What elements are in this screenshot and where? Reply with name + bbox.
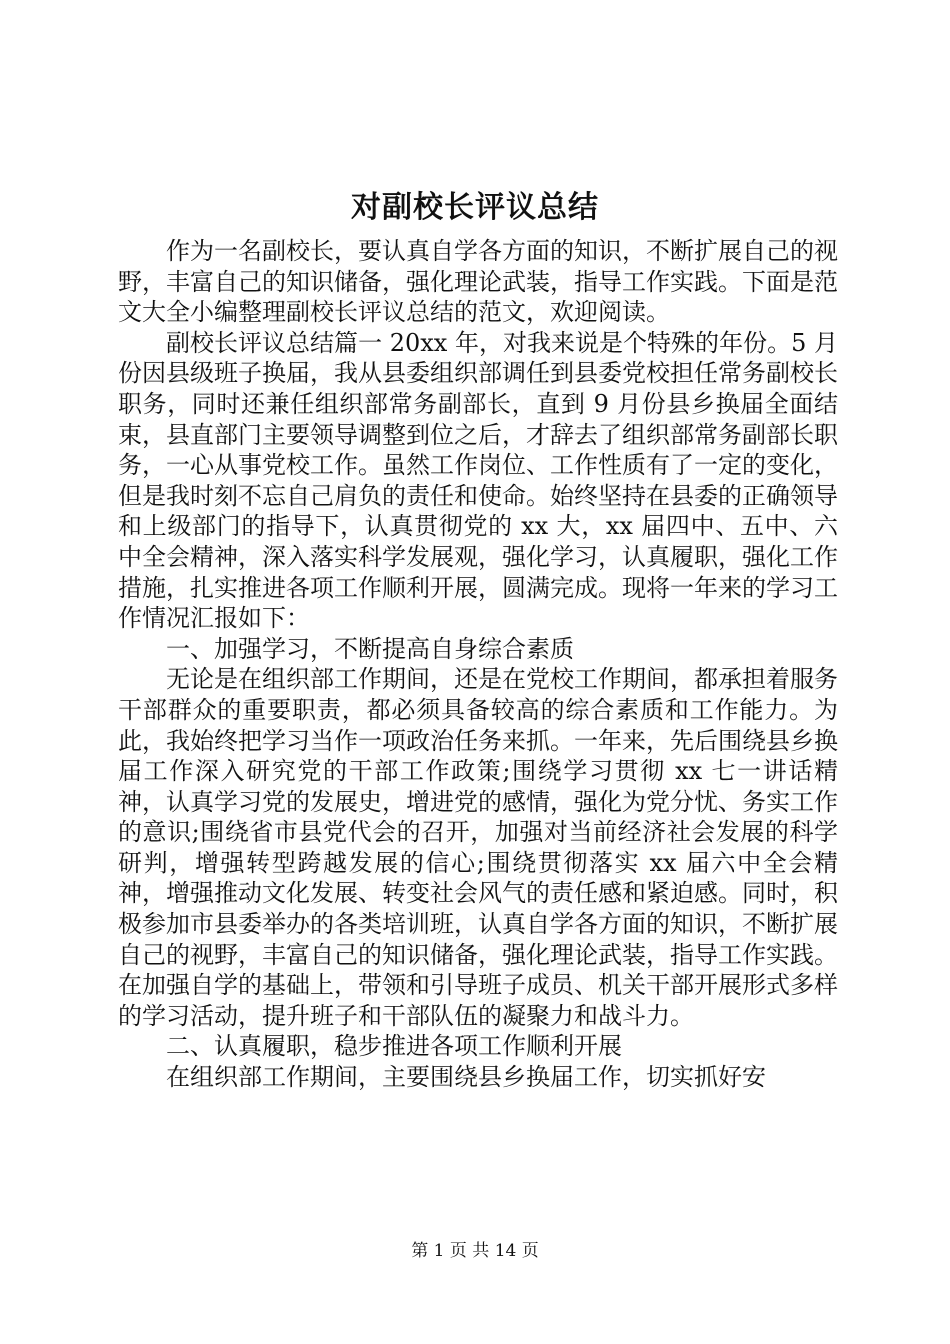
page-number-footer: 第 1 页 共 14 页 xyxy=(411,1241,539,1261)
section-heading-1: 一、加强学习，不断提高自身综合素质 xyxy=(166,634,574,663)
paragraph-part-one: 副校长评议总结篇一 20xx 年，对我来说是个特殊的年份。5 月份因县级班子换届，我从县委组织部调任到县委党校担任常务副校长职务，同时还兼任组织部常务副部长，直到 9 月份县乡换届全面结束，县直部门主要领导调整到位之后，才辞去了组织部常务副部长职务，一心从事党校工作。虽然工作岗位、工作性质有了一定的变化，但是我时刻不忘自己肩负的责任和使命。始终坚持在县委的正确领导和上级部门的指导下，认真贯彻党的 xx 大，xx 届四中、五中、六中全会精神，深入落实科学发展观，强化学习，认真履职，强化工作措施，扎实推进各项工作顺利开展，圆满完成。现将一年来的学习工作情况汇报如下： xyxy=(118,328,838,633)
document-body xyxy=(118,236,838,1093)
paragraph-duty: 在组织部工作期间，主要围绕县乡换届工作，切实抓好安 xyxy=(166,1063,766,1092)
paragraph-intro: 作为一名副校长，要认真自学各方面的知识，不断扩展自己的视野，丰富自己的知识储备，强化理论武装，指导工作实践。下面是范文大全小编整理副校长评议总结的范文，欢迎阅读。 xyxy=(118,237,838,327)
document-title: 对副校长评议总结 xyxy=(351,190,599,225)
section-heading-2: 二、认真履职，稳步推进各项工作顺利开展 xyxy=(166,1032,622,1061)
paragraph-study: 无论是在组织部工作期间，还是在党校工作期间，都承担着服务干部群众的重要职责，都必须具备较高的综合素质和工作能力。为此，我始终把学习当作一项政治任务来抓。一年来，先后围绕县乡换届工作深入研究党的干部工作政策;围绕学习贯彻 xx 七一讲话精神，认真学习党的发展史，增进党的感情，强化为党分忧、务实工作的意识;围绕省市县党代会的召开，加强对当前经济社会发展的科学研判，增强转型跨越发展的信心;围绕贯彻落实 xx 届六中全会精神，增强推动文化发展、转变社会风气的责任感和紧迫感。同时，积极参加市县委举办的各类培训班，认真自学各方面的知识，不断扩展自己的视野，丰富自己的知识储备，强化理论武装，指导工作实践。在加强自学的基础上，带领和引导班子成员、机关干部开展形式多样的学习活动，提升班子和干部队伍的凝聚力和战斗力。 xyxy=(118,665,838,1030)
